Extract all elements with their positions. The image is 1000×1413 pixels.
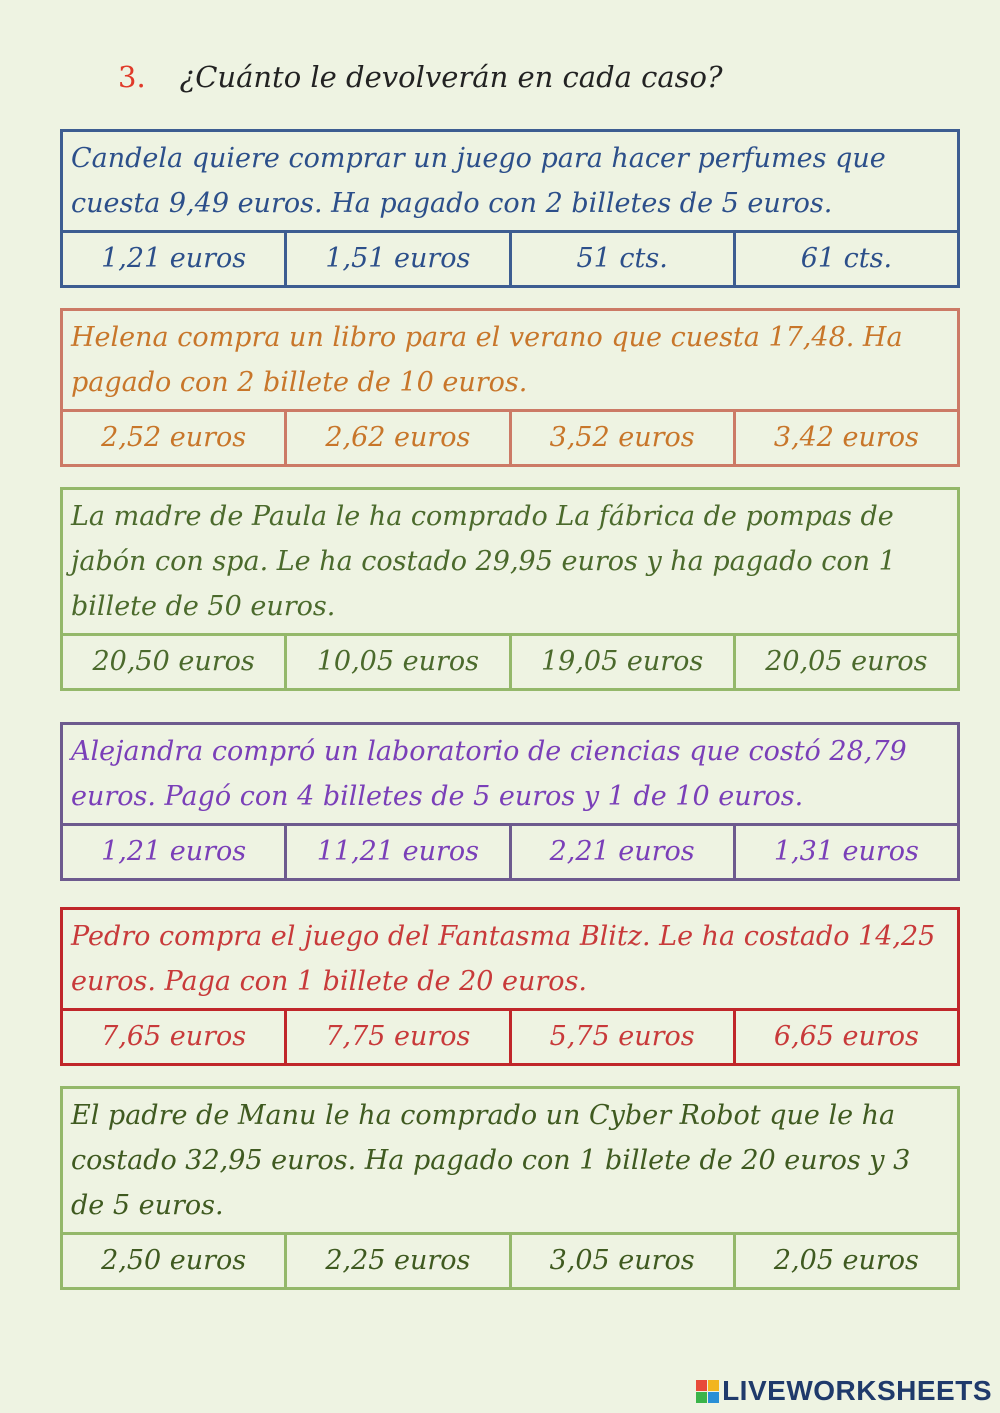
problem-statement: Alejandra compró un laboratorio de ciencias que costó 28,79 euros. Pagó con 4 billetes de 5 euros y 1 de 10 euros.: [63, 725, 957, 826]
problem-card-2: [60, 308, 960, 467]
liveworksheets-logo: [696, 1375, 992, 1407]
problem-card-3: [60, 487, 960, 691]
answer-options: [63, 233, 957, 285]
problem-statement: Pedro compra el juego del Fantasma Blitz. Le ha costado 14,25 euros. Paga con 1 billete de 20 euros.: [63, 910, 957, 1011]
problem-card-4: [60, 722, 960, 881]
answer-option[interactable]: 1,51 euros: [287, 233, 511, 285]
answer-option[interactable]: 61 cts.: [800, 243, 893, 274]
problem-statement: El padre de Manu le ha comprado un Cyber Robot que le ha costado 32,95 euros. Ha pagado con 1 billete de 20 euros y 3 de 5 euros.: [63, 1089, 957, 1235]
answer-option[interactable]: 3,42 euros: [773, 422, 919, 453]
answer-option[interactable]: 2,05 euros: [773, 1245, 919, 1276]
answer-option[interactable]: 19,05 euros: [512, 636, 736, 688]
logo-square: [708, 1392, 719, 1403]
answer-option[interactable]: 7,65 euros: [63, 1011, 287, 1063]
answer-option[interactable]: 1,21 euros: [63, 826, 287, 878]
logo-square: [708, 1380, 719, 1391]
logo-text: LIVEWORKSHEETS: [722, 1375, 992, 1406]
logo-square: [696, 1380, 707, 1391]
answer-option[interactable]: 2,21 euros: [512, 826, 736, 878]
answer-option[interactable]: 1,31 euros: [773, 836, 919, 867]
answer-option[interactable]: 20,05 euros: [765, 646, 928, 677]
problem-statement: La madre de Paula le ha comprado La fábrica de pompas de jabón con spa. Le ha costado 29,95 euros y ha pagado con 1 billete de 50 euros.: [63, 490, 957, 636]
answer-options: [63, 412, 957, 464]
answer-option[interactable]: 3,05 euros: [512, 1235, 736, 1287]
answer-option[interactable]: 51 cts.: [512, 233, 736, 285]
answer-options: [63, 826, 957, 878]
answer-option[interactable]: 11,21 euros: [287, 826, 511, 878]
logo-square: [696, 1392, 707, 1403]
answer-option[interactable]: 2,52 euros: [63, 412, 287, 464]
problem-card-1: [60, 129, 960, 288]
exercise-heading: [118, 60, 723, 94]
answer-option[interactable]: 5,75 euros: [512, 1011, 736, 1063]
exercise-question: ¿Cuánto le devolverán en cada caso?: [179, 60, 723, 94]
answer-option[interactable]: 3,52 euros: [512, 412, 736, 464]
answer-option[interactable]: 20,50 euros: [63, 636, 287, 688]
answer-option[interactable]: 10,05 euros: [287, 636, 511, 688]
exercise-number: 3.: [118, 60, 146, 94]
answer-option[interactable]: 7,75 euros: [287, 1011, 511, 1063]
problem-statement: Candela quiere comprar un juego para hacer perfumes que cuesta 9,49 euros. Ha pagado con 2 billetes de 5 euros.: [63, 132, 957, 233]
answer-option[interactable]: 2,50 euros: [63, 1235, 287, 1287]
answer-options: [63, 1011, 957, 1063]
answer-option[interactable]: 6,65 euros: [773, 1021, 919, 1052]
answer-option[interactable]: 1,21 euros: [63, 233, 287, 285]
problem-statement: Helena compra un libro para el verano que cuesta 17,48. Ha pagado con 2 billete de 10 euros.: [63, 311, 957, 412]
answer-options: [63, 1235, 957, 1287]
answer-option[interactable]: 2,25 euros: [287, 1235, 511, 1287]
problem-card-5: [60, 907, 960, 1066]
answer-options: [63, 636, 957, 688]
problem-card-6: [60, 1086, 960, 1290]
answer-option[interactable]: 2,62 euros: [287, 412, 511, 464]
logo-icon: [696, 1380, 719, 1403]
